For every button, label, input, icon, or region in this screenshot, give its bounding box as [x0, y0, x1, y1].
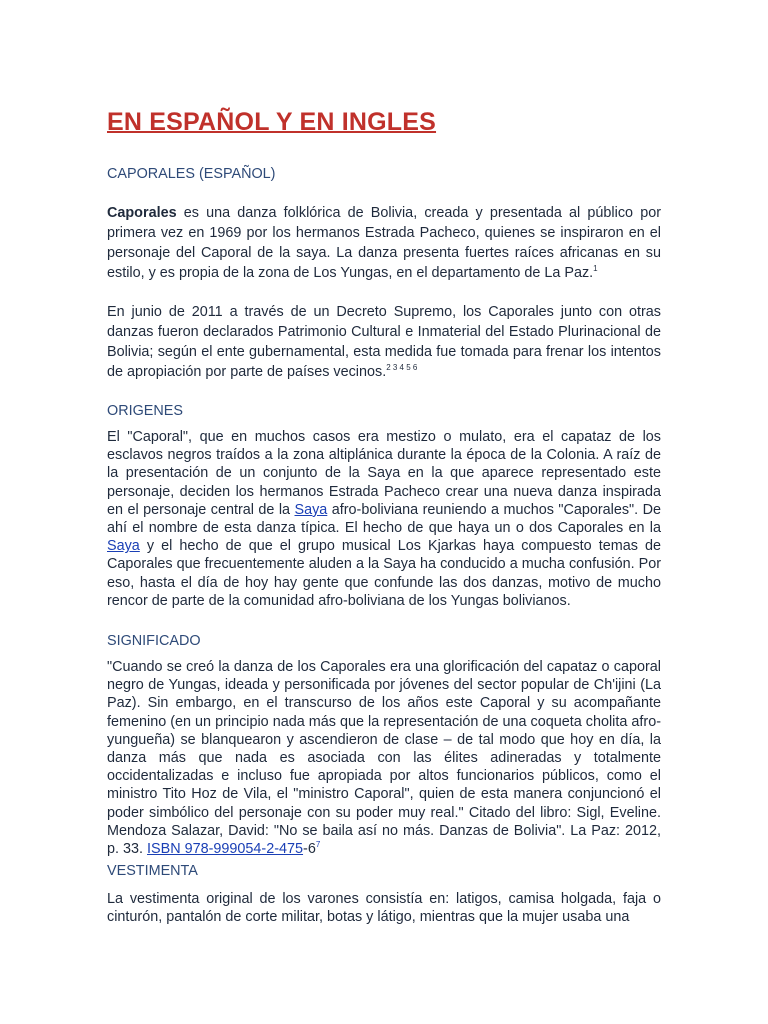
footnote-refs[interactable]: 2 3 4 5 6 — [386, 363, 418, 373]
paragraph-text: afro-boliviana reuniendo a muchos "Caporales". De ahí el nombre de esta danza típica. El hecho de que haya un o dos Caporales en la — [107, 501, 661, 537]
section-heading-vestimenta: VESTIMENTA — [107, 863, 198, 879]
section-heading-origenes: ORIGENES — [107, 403, 183, 419]
paragraph-text: es una danza folklórica de Bolivia, creada y presentada al público por primera vez en 1969 por los hermanos Estrada Pacheco, quienes se inspiraron en el personaje del Caporal de la saya. La danza presenta fuertes raíces africanas en su estilo, y es propia de la zona de Los Yungas, en el departamento de La Paz. — [107, 205, 661, 281]
paragraph-significado — [107, 658, 661, 858]
paragraph-text: El "Caporal", que en muchos casos era mestizo o mulato, era el capataz de los esclavos negros traídos a la zona altiplánica durante la época de la Colonia. A raíz de la presentación de un conjunto de la Saya en la que aparece representado este personaje, deciden los hermanos Estrada Pacheco crear una nueva danza inspirada en el personaje central de la — [107, 429, 661, 518]
paragraph-caporales-intro — [107, 203, 661, 283]
section-heading-significado: SIGNIFICADO — [107, 633, 201, 649]
saya-link[interactable]: Saya — [107, 538, 140, 555]
paragraph-text: y el hecho de que el grupo musical Los Kjarkas haya compuesto temas de Caporales que frecuentemente aluden a la Saya ha conducido a mucha confusión. Por eso, hasta el día de hoy hay gente que confunde las dos danzas, motivo de mucho rencor de parte de la comunidad afro-boliviana de los Yungas bolivianos. — [107, 538, 661, 609]
paragraph-patrimonio — [107, 302, 661, 382]
paragraph-text: "Cuando se creó la danza de los Caporales era una glorificación del capataz o caporal negro de Yungas, ideada y personificada por jóvenes del sector popular de Ch'ijini (La Paz). Sin embargo, en el transcurso de los años este Caporal y su acompañante femenino (en un principio nada más que la representación de una coqueta cholita afro-yungueña) se blanquearon y ascendieron de clase – de tal modo que hoy en día, la danza más que nada es asociada con las élites adineradas y totalmente occidentalizadas e incluso fue apropiada por altos funcionarios públicos, como el ministro Tito Hoz de Vila, el "ministro Caporal", quien de esta manera conjuncionó el poder simbólico del personaje con su poder muy real." Citado del libro: Sigl, Eveline. Mendoza Salazar, David: "No se baila así no más. Danzas de Bolivia". La Paz: 2012, p. 33. — [107, 659, 661, 858]
paragraph-origenes — [107, 428, 661, 610]
paragraph-text: -6 — [303, 841, 316, 858]
paragraph-text: La vestimenta original de los varones consistía en: latigos, camisa holgada, faja o cinturón, pantalón de corte militar, botas y látigo, mientras que la mujer usaba una — [107, 891, 661, 926]
footnote-ref[interactable]: 1 — [593, 264, 598, 274]
paragraph-vestimenta — [107, 890, 661, 926]
paragraph-text: En junio de 2011 a través de un Decreto Supremo, los Caporales junto con otras danzas fueron declarados Patrimonio Cultural e Inmaterial del Estado Plurinacional de Bolivia; según el ente gubernamental, esta medida fue tomada para frenar los intentos de apropiación por parte de países vecinos. — [107, 304, 661, 380]
bold-term: Caporales — [107, 205, 177, 221]
footnote-ref[interactable]: 7 — [315, 840, 321, 850]
section-heading-caporales: CAPORALES (ESPAÑOL) — [107, 166, 276, 182]
document-title: EN ESPAÑOL Y EN INGLES — [107, 108, 437, 136]
isbn-link[interactable]: ISBN 978-999054-2-475 — [147, 841, 304, 858]
saya-link[interactable]: Saya — [294, 501, 328, 518]
